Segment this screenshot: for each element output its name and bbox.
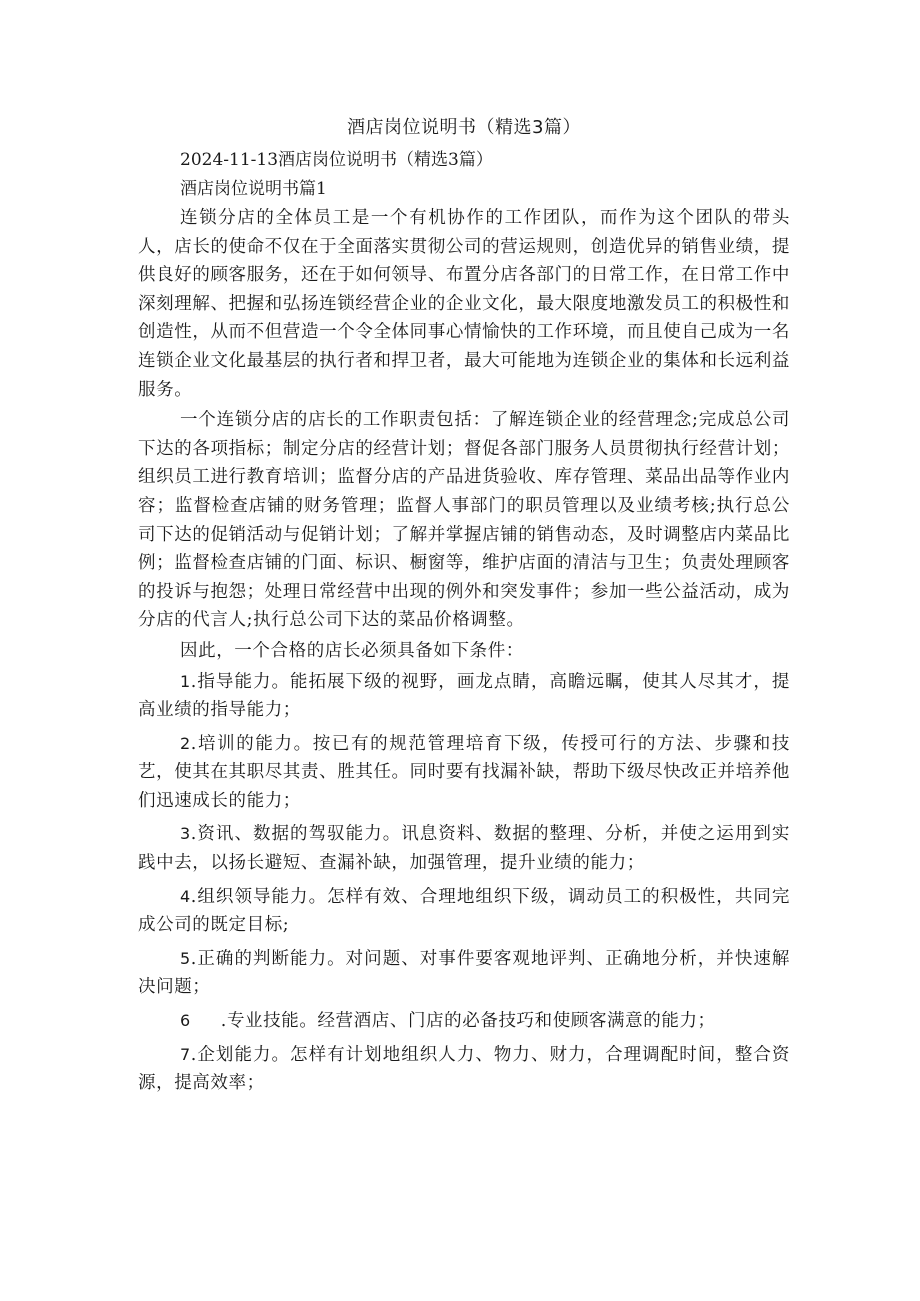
document-date-line: 2024-11-13酒店岗位说明书（精选3篇） [180, 150, 493, 170]
list-item [138, 1041, 790, 1098]
list-item-text: .企划能力。怎样有计划地组织人力、物力、财力，合理调配时间，整合资源，提高效率； [138, 1044, 790, 1094]
list-item-text: .专业技能。经营酒店、门店的必备技巧和使顾客满意的能力； [220, 1011, 716, 1032]
list-item-number: 6 [180, 1011, 191, 1031]
list-item [138, 730, 790, 816]
list-item [138, 668, 790, 725]
paragraph-conditions-lead: 因此，一个合格的店长必须具备如下条件： [180, 640, 524, 661]
list-item-number: 4 [180, 886, 191, 906]
list-item [138, 945, 790, 1002]
list-item-number: 2 [180, 733, 191, 753]
list-item-text: .培训的能力。按已有的规范管理培育下级，传授可行的方法、步骤和技艺，使其在其职尽其责、胜其任。同时要有找漏补缺，帮助下级尽快改正并培养他们迅速成长的能力； [138, 733, 790, 811]
paragraph-intro: 连锁分店的全体员工是一个有机协作的工作团队，而作为这个团队的带头人，店长的使命不仅在于全面落实贯彻公司的营运规则，创造优异的销售业绩，提供良好的顾客服务，还在于如何领导、布置分店各部门的日常工作，在日常工作中深刻理解、把握和弘扬连锁经营企业的企业文化，最大限度地激发员工的积极性和创造性，从而不但营造一个令全体同事心情愉快的工作环境，而且使自己成为一名连锁企业文化最基层的执行者和捍卫者，最大可能地为连锁企业的集体和长远利益服务。 [138, 208, 790, 400]
list-item-number: 1 [180, 671, 191, 691]
list-item-text: .组织领导能力。怎样有效、合理地组织下级，调动员工的积极性，共同完成公司的既定目标; [138, 886, 790, 936]
list-item-number: 5 [180, 948, 191, 968]
list-item-number: 3 [180, 824, 191, 844]
list-item-text: .资讯、数据的驾驭能力。讯息资料、数据的整理、分析，并使之运用到实践中去，以扬长避短、查漏补缺，加强管理，提升业绩的能力； [138, 824, 790, 874]
document-title: 酒店岗位说明书（精选3篇） [347, 117, 581, 138]
list-item [138, 883, 790, 940]
section-heading: 酒店岗位说明书篇1 [180, 179, 327, 199]
paragraph-duties: 一个连锁分店的店长的工作职责包括：了解连锁企业的经营理念;完成总公司下达的各项指标；制定分店的经营计划；督促各部门服务人员贯彻执行经营计划；组织员工进行教育培训；监督分店的产品进货验收、库存管理、菜品出品等作业内容；监督检查店铺的财务管理；监督人事部门的职员管理以及业绩考核;执行总公司下达的促销活动与促销计划；了解并掌握店铺的销售动态，及时调整店内菜品比例；监督检查店铺的门面、标识、橱窗等，维护店面的清洁与卫生；负责处理顾客的投诉与抱怨；处理日常经营中出现的例外和突发事件；参加一些公益活动，成为分店的代言人;执行总公司下达的菜品价格调整。 [138, 410, 790, 631]
list-item [138, 1007, 790, 1036]
list-item [138, 820, 790, 877]
document-content [138, 114, 790, 1103]
list-item-text: .正确的判断能力。对问题、对事件要客观地评判、正确地分析，并快速解决问题； [138, 948, 790, 998]
list-item-text: .指导能力。能拓展下级的视野，画龙点睛，高瞻远瞩，使其人尽其才，提高业绩的指导能力； [138, 671, 790, 721]
list-item-number: 7 [180, 1044, 191, 1064]
